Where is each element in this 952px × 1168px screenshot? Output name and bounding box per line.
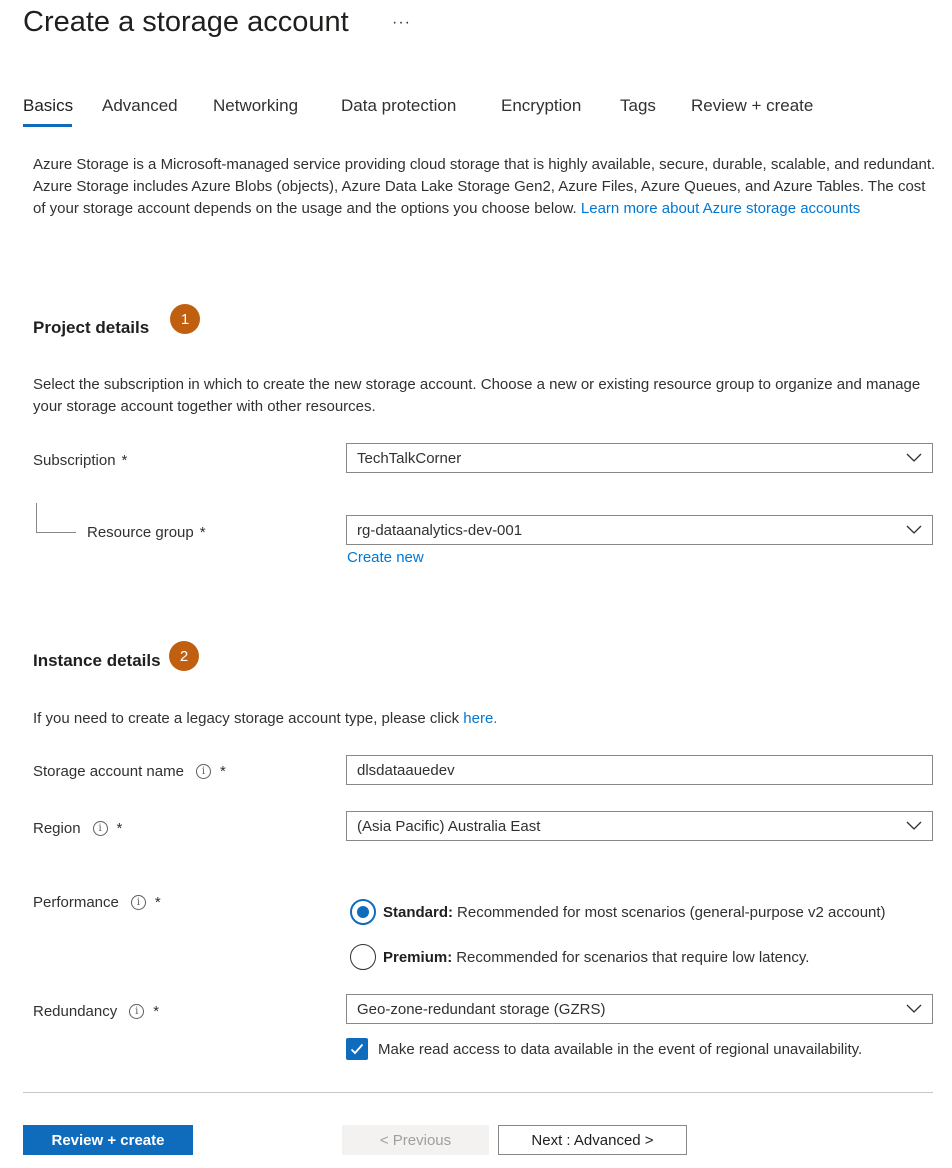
tab-advanced[interactable]: Advanced — [102, 96, 178, 115]
required-marker: * — [153, 1003, 160, 1020]
read-access-label: Make read access to data available in the event of regional unavailability. — [378, 1040, 863, 1058]
tab-encryption[interactable]: Encryption — [501, 96, 582, 115]
storage-account-name-input[interactable] — [346, 755, 933, 785]
info-icon[interactable]: i — [129, 1004, 144, 1019]
chevron-down-icon — [906, 525, 922, 535]
instance-details-heading: Instance details — [33, 651, 161, 670]
redundancy-label — [33, 1003, 159, 1020]
region-dropdown[interactable] — [346, 811, 933, 841]
tab-networking[interactable]: Networking — [213, 96, 299, 115]
redundancy-dropdown[interactable] — [346, 994, 933, 1024]
page-title: Create a storage account — [23, 6, 349, 38]
chevron-down-icon — [906, 453, 922, 463]
read-access-checkbox[interactable] — [346, 1038, 368, 1060]
footer-divider — [23, 1092, 933, 1093]
chevron-down-icon — [906, 821, 922, 831]
storage-account-name-label-text: Storage account name — [33, 763, 184, 780]
step-badge-2: 2 — [169, 641, 199, 671]
resource-group-label — [87, 524, 206, 541]
redundancy-value: Geo-zone-redundant storage (GZRS) — [357, 1000, 606, 1018]
storage-account-name-label — [33, 763, 226, 780]
tab-basics[interactable]: Basics — [23, 96, 74, 115]
instance-details-description — [33, 708, 938, 730]
performance-standard-option[interactable] — [350, 899, 886, 925]
region-label-text: Region — [33, 820, 81, 837]
redundancy-label-text: Redundancy — [33, 1003, 118, 1020]
required-marker: * — [199, 524, 206, 541]
create-new-link[interactable]: Create new — [347, 549, 424, 566]
chevron-down-icon — [906, 1004, 922, 1014]
required-marker: * — [154, 894, 161, 911]
read-access-option[interactable] — [346, 1038, 862, 1060]
performance-label-text: Performance — [33, 894, 119, 911]
standard-title: Standard: — [383, 903, 454, 921]
intro-text — [33, 154, 938, 220]
tab-tags[interactable]: Tags — [620, 96, 656, 115]
next-advanced-button[interactable]: Next : Advanced > — [498, 1125, 687, 1155]
legacy-here-link[interactable]: here. — [463, 710, 498, 727]
radio-premium[interactable] — [350, 944, 376, 970]
info-icon[interactable]: i — [196, 764, 211, 779]
premium-description: Recommended for scenarios that require low latency. — [456, 948, 810, 966]
storage-account-name-value: dlsdataauedev — [357, 761, 455, 779]
required-marker: * — [121, 452, 128, 469]
project-details-description: Select the subscription in which to create the new storage account. Choose a new or existing resource group to organize and manage your storage account together with other resources. — [33, 376, 921, 415]
learn-more-link[interactable]: Learn more about Azure storage accounts — [580, 200, 861, 217]
performance-label — [33, 894, 161, 911]
resource-group-label-text: Resource group — [87, 524, 194, 541]
subscription-value: TechTalkCorner — [357, 449, 462, 467]
project-details-heading: Project details — [33, 318, 150, 337]
more-options-icon[interactable]: ··· — [392, 14, 411, 31]
subscription-label-text: Subscription — [33, 452, 116, 469]
region-value: (Asia Pacific) Australia East — [357, 817, 541, 835]
radio-standard[interactable] — [350, 899, 376, 925]
tab-data-protection[interactable]: Data protection — [341, 96, 457, 115]
review-create-button[interactable]: Review + create — [23, 1125, 193, 1155]
checkmark-icon — [350, 1043, 364, 1055]
active-tab-indicator — [23, 124, 72, 127]
tree-connector-horizontal — [36, 532, 76, 533]
resource-group-value: rg-dataanalytics-dev-001 — [357, 521, 523, 539]
region-label — [33, 820, 122, 837]
previous-button[interactable]: < Previous — [342, 1125, 489, 1155]
standard-description: Recommended for most scenarios (general-purpose v2 account) — [457, 903, 886, 921]
subscription-dropdown[interactable] — [346, 443, 933, 473]
performance-premium-option[interactable] — [350, 944, 809, 970]
premium-title: Premium: — [383, 948, 453, 966]
legacy-text: If you need to create a legacy storage account type, please click — [33, 710, 464, 727]
resource-group-dropdown[interactable] — [346, 515, 933, 545]
subscription-label — [33, 452, 127, 469]
radio-selected-dot — [357, 906, 369, 918]
info-icon[interactable]: i — [131, 895, 146, 910]
info-icon[interactable]: i — [93, 821, 108, 836]
tab-review-create[interactable]: Review + create — [691, 96, 814, 115]
required-marker: * — [116, 820, 123, 837]
step-badge-1: 1 — [170, 304, 200, 334]
intro-body: Azure Storage is a Microsoft-managed service providing cloud storage that is highly available, secure, durable, scalable, and redundant. Azure Storage includes Azure Blobs (objects), Azure Data Lake Storage Gen2, Azure Files, Azure Queues, and Azure Tables. The cost of your storage account depends on the usage and the options you choose below. — [33, 156, 936, 217]
tree-connector-vertical — [36, 503, 37, 533]
required-marker: * — [219, 763, 226, 780]
